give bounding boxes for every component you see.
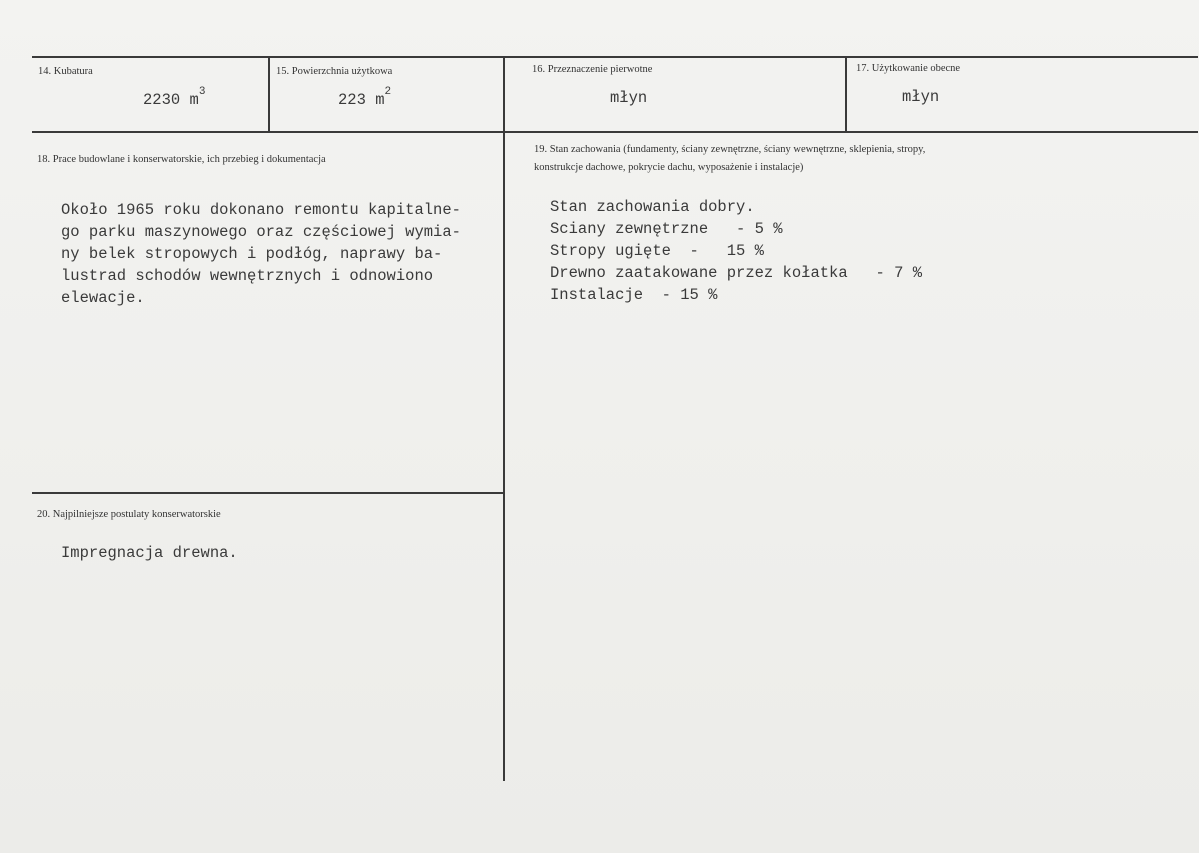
section20-top-rule: [32, 492, 504, 494]
field-15-label: 15. Powierzchnia użytkowa: [276, 66, 393, 77]
field-19-label: [534, 141, 925, 177]
field-20-label: 20. Najpilniejsze postulaty konserwatorskie: [37, 509, 221, 520]
field-18-line: go parku maszynowego oraz częściowej wymia-: [61, 223, 461, 241]
field-19-line: Instalacje - 15 %: [550, 286, 718, 304]
divider-15-16: [503, 57, 505, 781]
field-14-label: 14. Kubatura: [38, 66, 93, 77]
field-19-label-line: konstrukcje dachowe, pokrycie dachu, wyposażenie i instalacje): [534, 162, 804, 173]
field-16-label: 16. Przeznaczenie pierwotne: [532, 64, 653, 75]
field-18-text: [61, 199, 461, 309]
field-18-line: ny belek stropowych i podłóg, naprawy ba-: [61, 245, 443, 263]
field-19-line: Drewno zaatakowane przez kołatka - 7 %: [550, 264, 923, 282]
field-19-line: Stropy ugięte - 15 %: [550, 242, 764, 260]
field-14-value: [143, 86, 206, 110]
field-18-line: Około 1965 roku dokonano remontu kapitalne-: [61, 201, 461, 219]
field-14-exponent: 3: [198, 86, 206, 98]
row1-bottom-rule: [32, 131, 1198, 133]
field-17-label: 17. Użytkowanie obecne: [856, 63, 961, 74]
field-16-value: młyn: [610, 89, 648, 107]
divider-16-17: [845, 57, 847, 132]
field-18-label: 18. Prace budowlane i konserwatorskie, ich przebieg i dokumentacja: [37, 154, 326, 165]
field-15-number: 223 m: [338, 91, 385, 110]
field-18-line: elewacje.: [61, 289, 145, 307]
divider-14-15: [268, 57, 270, 132]
field-20-value: Impregnacja drewna.: [61, 544, 238, 562]
field-15-value: [338, 86, 392, 110]
field-14-number: 2230 m: [143, 91, 199, 110]
top-rule: [32, 56, 1198, 58]
field-15-exponent: 2: [384, 86, 392, 98]
field-19-text: [550, 196, 922, 306]
field-19-line: Sciany zewnętrzne - 5 %: [550, 220, 783, 238]
field-19-label-line: 19. Stan zachowania (fundamenty, ściany zewnętrzne, ściany wewnętrzne, sklepienia, stropy,: [534, 144, 926, 155]
field-19-line: Stan zachowania dobry.: [550, 198, 755, 216]
field-17-value: młyn: [902, 88, 940, 106]
field-18-line: lustrad schodów wewnętrznych i odnowiono: [61, 267, 434, 285]
